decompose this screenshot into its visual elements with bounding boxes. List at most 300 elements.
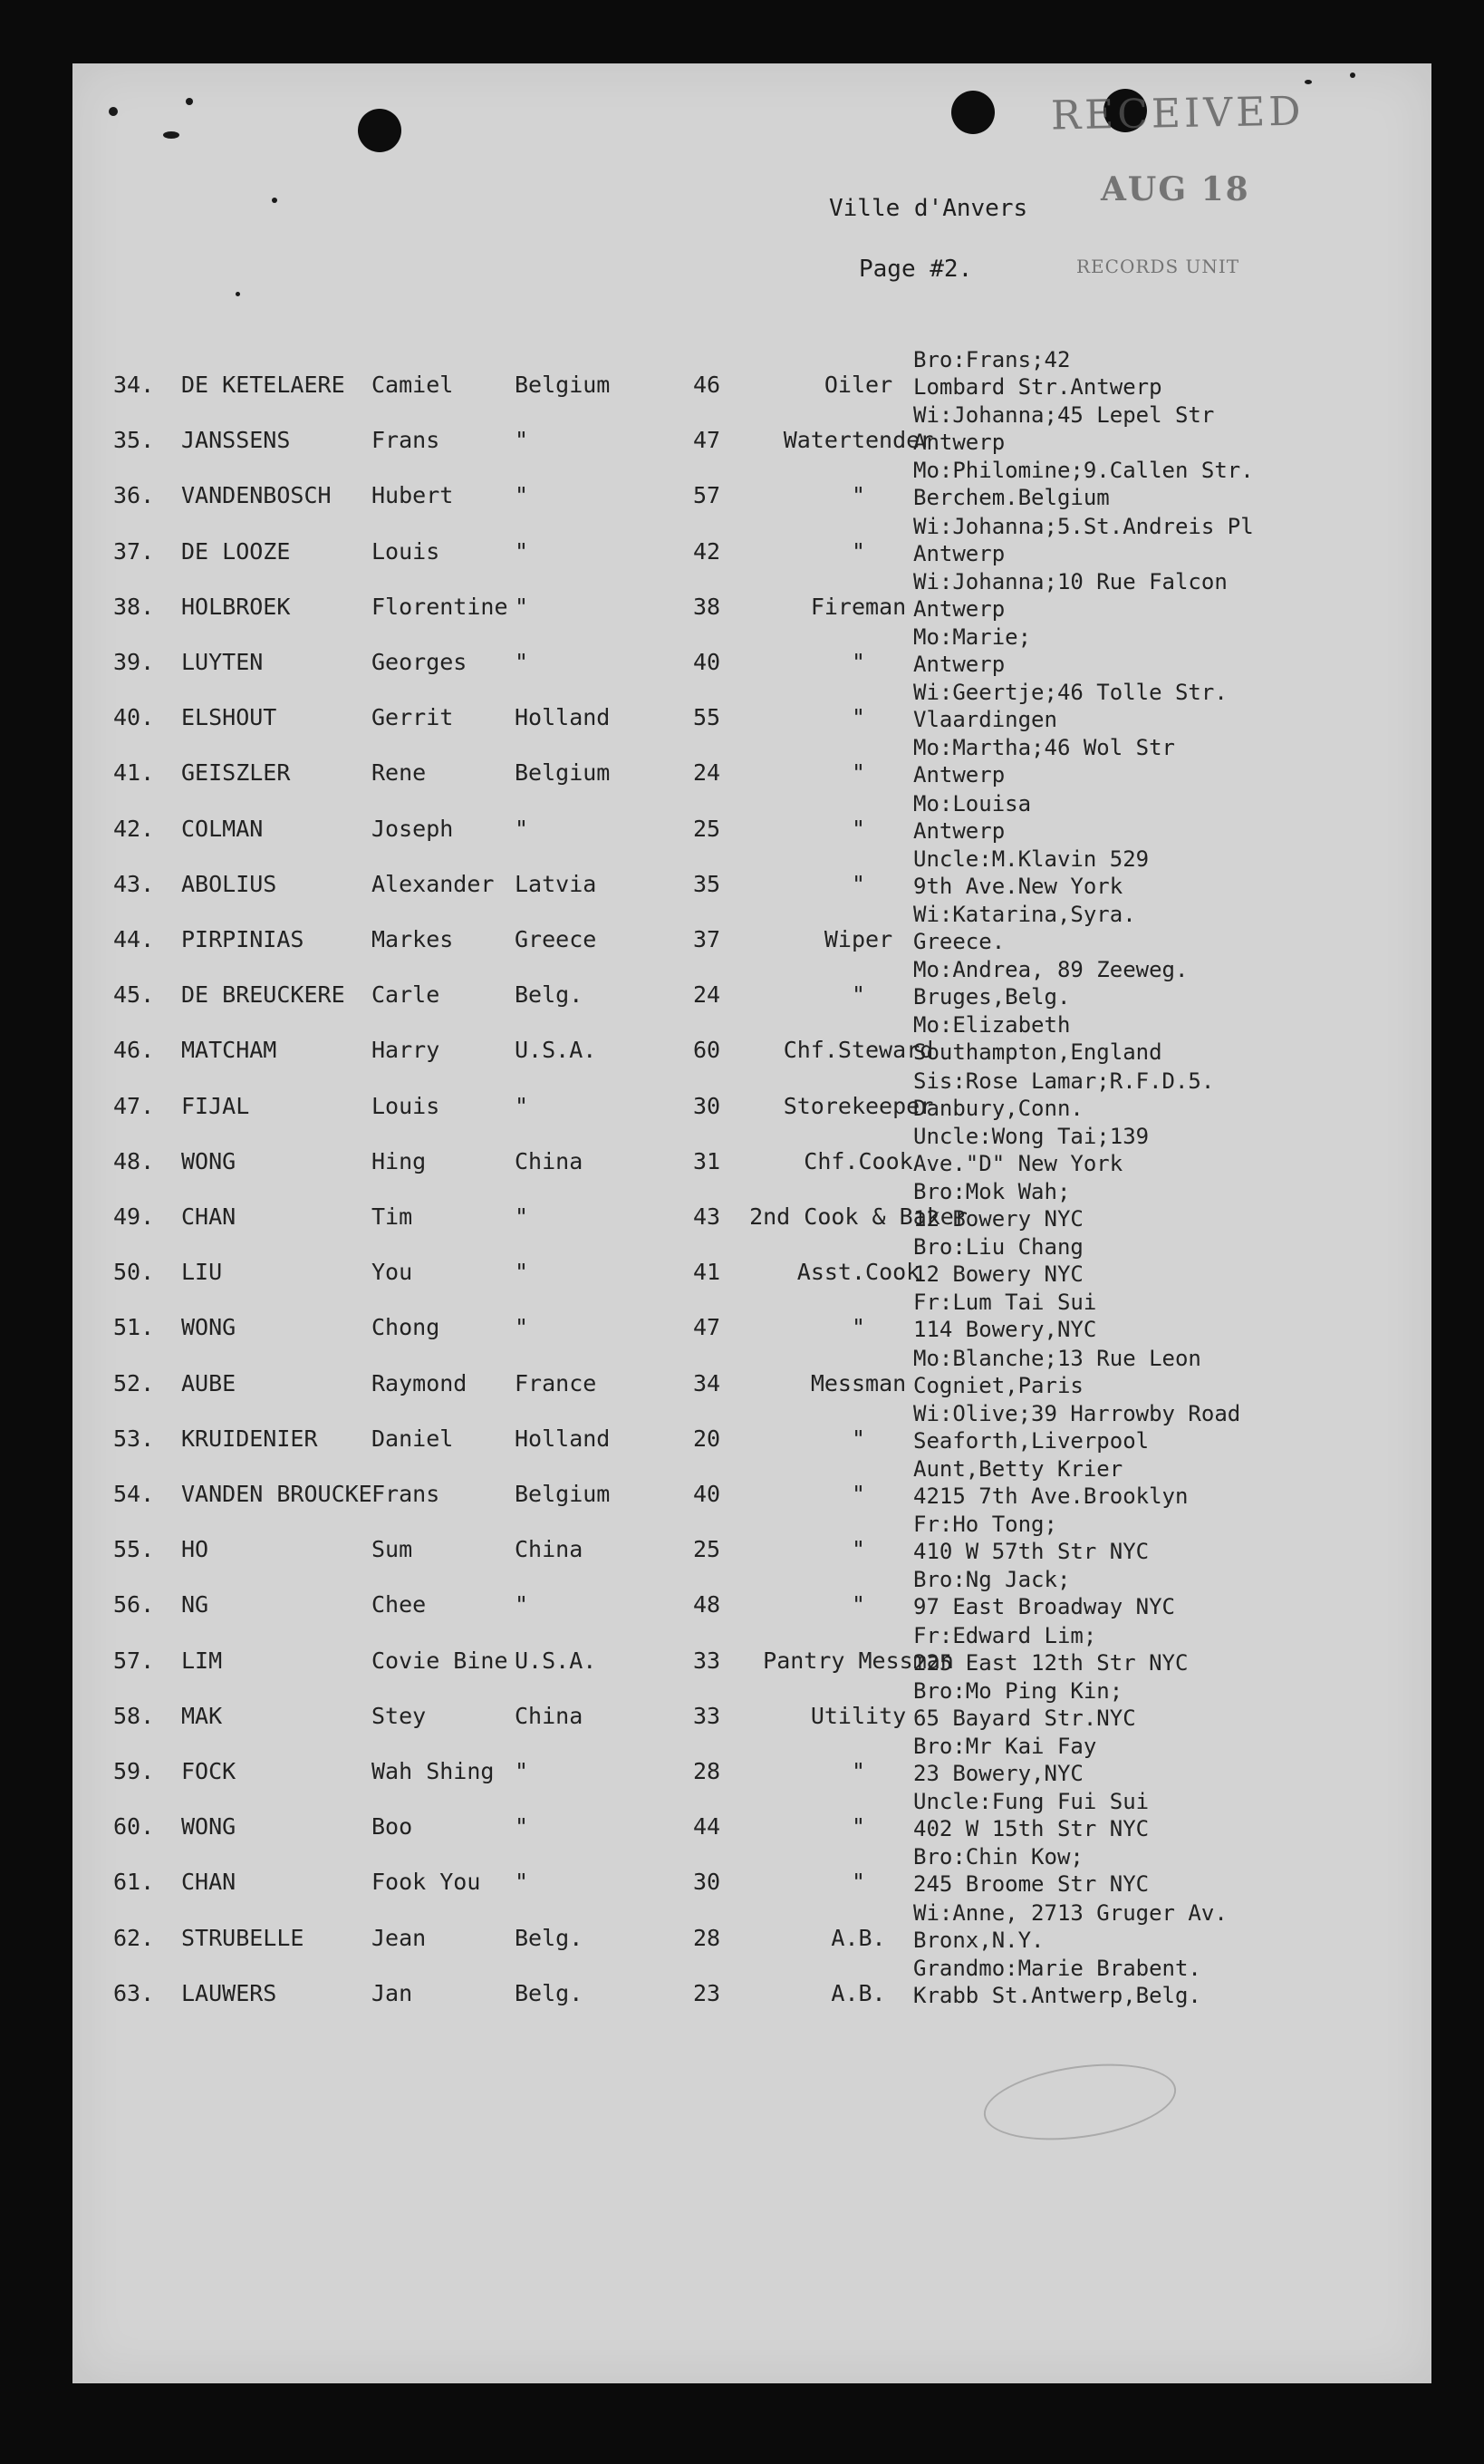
relative-address	[913, 1455, 1188, 1510]
relative-line-2: Southampton,England	[913, 1039, 1162, 1066]
nationality: "	[515, 427, 529, 454]
row-number: 48.	[113, 1147, 155, 1174]
relative-line-2: 402 W 15th Str NYC	[913, 1816, 1150, 1842]
relative-line-1: Wi:Katarina,Syra.	[913, 902, 1136, 927]
relative-line-2: 410 W 57th Str NYC	[913, 1539, 1150, 1565]
nationality: Belg.	[515, 981, 583, 1009]
relative-address	[913, 1955, 1201, 2009]
relative-line-1: Sis:Rose Lamar;R.F.D.5.	[913, 1068, 1215, 1094]
given-name: Georges	[371, 649, 467, 675]
given-name: Gerrit	[371, 704, 454, 731]
table-row	[0, 1734, 1484, 1814]
rating: Asst.Cook	[796, 1259, 920, 1286]
relative-line-2: 12 Bowery NYC	[913, 1206, 1084, 1232]
age: 47	[692, 1314, 721, 1341]
row-number: 36.	[113, 482, 155, 509]
rating: "	[851, 704, 866, 731]
given-name: You	[371, 1259, 413, 1286]
relative-line-1: Uncle:Fung Fui Sui	[913, 1789, 1150, 1815]
rating: Wiper	[824, 926, 893, 952]
age: 37	[692, 926, 721, 952]
relative-line-1: Grandmo:Marie Brabent.	[913, 1955, 1201, 1981]
relative-line-1: Bro:Chin Kow;	[913, 1844, 1084, 1870]
nationality: "	[515, 1813, 529, 1841]
relative-address	[913, 1345, 1201, 1399]
relative-address	[913, 1178, 1084, 1232]
nationality: U.S.A.	[515, 1037, 597, 1064]
rating: A.B.	[831, 1979, 886, 2006]
row-number: 49.	[113, 1203, 155, 1230]
rating: "	[851, 1425, 866, 1452]
row-number: 35.	[113, 427, 155, 454]
table-row	[0, 1290, 1484, 1370]
table-row	[0, 1512, 1484, 1592]
relative-address	[913, 845, 1149, 900]
relative-address	[913, 401, 1214, 456]
given-name: Joseph	[371, 815, 454, 842]
nationality: Belgium	[515, 1481, 611, 1507]
surname: ELSHOUT	[181, 704, 277, 731]
given-name: Carle	[371, 981, 440, 1009]
nationality: "	[515, 1758, 529, 1784]
rating: Watertender	[783, 427, 934, 454]
age: 60	[692, 1037, 721, 1064]
rating: "	[851, 815, 866, 842]
given-name: Harry	[371, 1037, 440, 1064]
age: 25	[692, 1536, 721, 1563]
given-name: Alexander	[371, 870, 495, 897]
relative-line-1: Mo:Elizabeth	[913, 1012, 1071, 1039]
nationality: Holland	[515, 1425, 611, 1452]
age: 24	[692, 981, 721, 1009]
surname: COLMAN	[181, 815, 264, 842]
age: 30	[692, 1869, 721, 1896]
given-name: Tim	[371, 1203, 413, 1230]
given-name: Frans	[371, 1481, 440, 1507]
surname: WONG	[181, 1813, 236, 1841]
age: 33	[692, 1702, 721, 1729]
table-row	[0, 680, 1484, 760]
relative-line-2: Seaforth,Liverpool	[913, 1427, 1150, 1454]
age: 28	[692, 1924, 721, 1951]
age: 44	[692, 1813, 721, 1841]
surname: WONG	[181, 1314, 236, 1341]
table-row	[0, 624, 1484, 705]
relative-line-2: 12 Bowery NYC	[913, 1261, 1084, 1288]
relative-address	[913, 1843, 1149, 1898]
given-name: Hing	[371, 1147, 427, 1174]
surname: NG	[181, 1591, 209, 1619]
nationality: U.S.A.	[515, 1647, 597, 1674]
relative-address	[913, 1123, 1149, 1177]
given-name: Florentine	[371, 593, 508, 620]
surname: JANSSENS	[181, 427, 291, 454]
relative-line-1: Fr:Lum Tai Sui	[913, 1290, 1097, 1316]
relative-line-1: Wi:Olive;39 Harrowby Road	[913, 1400, 1241, 1426]
relative-line-1: Bro:Mo Ping Kin;	[913, 1677, 1123, 1704]
relative-line-2: Bruges,Belg.	[913, 984, 1071, 1010]
relative-address	[913, 1511, 1149, 1565]
rating: "	[851, 1314, 866, 1341]
age: 35	[692, 870, 721, 897]
table-row	[0, 1179, 1484, 1260]
row-number: 51.	[113, 1314, 155, 1341]
row-number: 39.	[113, 649, 155, 675]
rating: "	[851, 649, 866, 675]
nationality: "	[515, 537, 529, 565]
rating: Oiler	[824, 372, 893, 398]
nationality: China	[515, 1702, 583, 1729]
table-row	[0, 1123, 1484, 1204]
rating: "	[851, 1813, 866, 1841]
given-name: Jean	[371, 1924, 427, 1951]
relative-line-2: Krabb St.Antwerp,Belg.	[913, 1982, 1201, 2008]
table-row	[0, 1899, 1484, 1981]
nationality: "	[515, 1203, 529, 1230]
relative-line-2: Cogniet,Paris	[913, 1372, 1084, 1398]
row-number: 59.	[113, 1758, 155, 1784]
row-number: 62.	[113, 1924, 155, 1951]
relative-line-2: Greece.	[913, 929, 1006, 954]
surname: FIJAL	[181, 1092, 250, 1119]
relative-line-2: 4215 7th Ave.Brooklyn	[913, 1483, 1189, 1509]
nationality: Belg.	[515, 1924, 583, 1951]
nationality: Greece	[515, 926, 597, 952]
rating: "	[851, 1536, 866, 1563]
relative-line-2: 9th Ave.New York	[913, 873, 1123, 899]
surname: DE LOOZE	[181, 537, 291, 565]
surname: MAK	[181, 1702, 223, 1729]
relative-address	[913, 1400, 1240, 1454]
given-name: Hubert	[371, 482, 454, 509]
relative-line-2: 23 Bowery,NYC	[913, 1761, 1084, 1786]
received-stamp-date: AUG 18	[1101, 170, 1250, 208]
age: 46	[692, 372, 721, 398]
row-number: 47.	[113, 1092, 155, 1119]
table-row	[0, 957, 1484, 1038]
rating: Pantry Messman	[763, 1647, 954, 1674]
given-name: Louis	[371, 1092, 440, 1119]
relative-address	[913, 1011, 1162, 1066]
rating: 2nd Cook & Baker	[749, 1203, 968, 1230]
rating: Storekeeper	[783, 1092, 934, 1119]
surname: LIM	[181, 1647, 223, 1674]
given-name: Rene	[371, 759, 427, 787]
rating: "	[851, 1481, 866, 1507]
table-row	[0, 458, 1484, 538]
relative-line-1: Mo:Marie;	[913, 624, 1032, 650]
nationality: China	[515, 1147, 583, 1174]
relative-line-1: Wi:Johanna;10 Rue Falcon	[913, 568, 1228, 594]
surname: KRUIDENIER	[181, 1425, 318, 1452]
relative-line-1: Bro:Ng Jack;	[913, 1567, 1071, 1593]
relative-line-2: Antwerp	[913, 595, 1006, 622]
relative-line-2: Antwerp	[913, 652, 1006, 677]
relative-address	[913, 1622, 1188, 1676]
row-number: 53.	[113, 1425, 155, 1452]
given-name: Sum	[371, 1536, 413, 1563]
row-number: 43.	[113, 870, 155, 897]
relative-address	[913, 346, 1162, 401]
row-number: 40.	[113, 704, 155, 731]
relative-address	[913, 1233, 1084, 1288]
relative-address	[913, 1068, 1214, 1122]
rating: Utility	[810, 1702, 907, 1729]
rating: "	[851, 482, 866, 509]
records-unit-stamp: RECORDS UNIT	[1076, 256, 1240, 277]
age: 24	[692, 759, 721, 787]
row-number: 60.	[113, 1813, 155, 1841]
age: 20	[692, 1425, 721, 1452]
surname: VANDEN BROUCKE	[181, 1481, 372, 1507]
table-row	[0, 902, 1484, 982]
relative-line-1: Aunt,Betty Krier	[913, 1456, 1123, 1482]
row-number: 46.	[113, 1037, 155, 1064]
relative-address	[913, 457, 1254, 511]
surname: HOLBROEK	[181, 593, 291, 620]
surname: LUYTEN	[181, 649, 264, 675]
table-row	[0, 1400, 1484, 1482]
row-number: 61.	[113, 1869, 155, 1896]
rating: Chf.Steward	[783, 1037, 934, 1064]
surname: DE BREUCKERE	[181, 981, 345, 1009]
surname: CHAN	[181, 1869, 236, 1896]
relative-address	[913, 1289, 1096, 1343]
given-name: Raymond	[371, 1369, 467, 1396]
relative-line-2: 114 Bowery,NYC	[913, 1317, 1097, 1343]
given-name: Daniel	[371, 1425, 454, 1452]
table-row	[0, 1068, 1484, 1149]
nationality: "	[515, 1314, 529, 1341]
rating: "	[851, 981, 866, 1009]
relative-line-2: 245 Broome Str NYC	[913, 1871, 1150, 1898]
age: 23	[692, 1979, 721, 2006]
row-number: 50.	[113, 1259, 155, 1286]
age: 55	[692, 704, 721, 731]
row-number: 63.	[113, 1979, 155, 2006]
surname: ABOLIUS	[181, 870, 277, 897]
row-number: 41.	[113, 759, 155, 787]
ship-name: Ville d'Anvers	[829, 195, 1028, 222]
nationality: Latvia	[515, 870, 597, 897]
row-number: 54.	[113, 1481, 155, 1507]
table-row	[0, 1789, 1484, 1870]
relative-address	[913, 568, 1228, 623]
row-number: 55.	[113, 1536, 155, 1563]
relative-line-1: Wi:Johanna;45 Lepel Str	[913, 402, 1215, 429]
relative-line-2: 97 East Broadway NYC	[913, 1594, 1175, 1620]
table-row	[0, 402, 1484, 483]
nationality: Holland	[515, 704, 611, 731]
rating: A.B.	[831, 1924, 886, 1951]
relative-address	[913, 956, 1188, 1010]
relative-line-2: Berchem.Belgium	[913, 485, 1110, 511]
row-number: 38.	[113, 593, 155, 620]
age: 31	[692, 1147, 721, 1174]
table-row	[0, 347, 1484, 428]
relative-line-1: Bro:Mok Wah;	[913, 1179, 1071, 1204]
surname: PIRPINIAS	[181, 926, 304, 952]
surname: STRUBELLE	[181, 1924, 304, 1951]
age: 25	[692, 815, 721, 842]
rating: "	[851, 537, 866, 565]
relative-address	[913, 1733, 1096, 1787]
rating: "	[851, 870, 866, 897]
surname: HO	[181, 1536, 209, 1563]
relative-line-2: Ave."D" New York	[913, 1150, 1123, 1176]
table-row	[0, 568, 1484, 650]
relative-line-1: Bro:Frans;42	[913, 347, 1071, 372]
age: 57	[692, 482, 721, 509]
relative-address	[913, 623, 1031, 678]
relative-line-1: Mo:Andrea, 89 Zeeweg.	[913, 957, 1189, 983]
table-row	[0, 513, 1484, 594]
row-number: 44.	[113, 926, 155, 952]
age: 48	[692, 1591, 721, 1619]
relative-line-1: Wi:Johanna;5.St.Andreis Pl	[913, 513, 1254, 539]
relative-line-2: Bronx,N.Y.	[913, 1927, 1045, 1953]
relative-address	[913, 1788, 1149, 1842]
relative-line-2: 65 Bayard Str.NYC	[913, 1705, 1136, 1731]
rating: "	[851, 1591, 866, 1619]
given-name: Fook You	[371, 1869, 481, 1896]
given-name: Jan	[371, 1979, 413, 2006]
table-row	[0, 1456, 1484, 1537]
relative-line-2: Danbury,Conn.	[913, 1095, 1084, 1121]
relative-address	[913, 1899, 1228, 1954]
table-row	[0, 845, 1484, 927]
relative-line-2: Antwerp	[913, 430, 1006, 456]
table-row	[0, 1012, 1484, 1093]
given-name: Markes	[371, 926, 454, 952]
age: 40	[692, 649, 721, 675]
row-number: 45.	[113, 981, 155, 1009]
age: 40	[692, 1481, 721, 1507]
table-row	[0, 1955, 1484, 2036]
age: 47	[692, 427, 721, 454]
table-row	[0, 1677, 1484, 1759]
relative-address	[913, 1677, 1136, 1732]
nationality: "	[515, 593, 529, 620]
nationality: Belgium	[515, 372, 611, 398]
row-number: 42.	[113, 815, 155, 842]
rating: Messman	[810, 1369, 907, 1396]
surname: AUBE	[181, 1369, 236, 1396]
nationality: "	[515, 1591, 529, 1619]
relative-line-1: Wi:Geertje;46 Tolle Str.	[913, 680, 1228, 706]
given-name: Wah Shing	[371, 1758, 495, 1784]
relative-address	[913, 1566, 1175, 1620]
age: 38	[692, 593, 721, 620]
surname: WONG	[181, 1147, 236, 1174]
given-name: Louis	[371, 537, 440, 565]
relative-line-1: Uncle:M.Klavin 529	[913, 845, 1150, 872]
given-name: Covie Bine	[371, 1647, 508, 1674]
nationality: "	[515, 1869, 529, 1896]
relative-address	[913, 679, 1228, 733]
relative-line-2: Lombard Str.Antwerp	[913, 374, 1162, 400]
age: 34	[692, 1369, 721, 1396]
given-name: Camiel	[371, 372, 454, 398]
surname: CHAN	[181, 1203, 236, 1230]
nationality: "	[515, 1092, 529, 1119]
given-name: Boo	[371, 1813, 413, 1841]
received-stamp: RECEIVED	[1050, 88, 1306, 140]
given-name: Chong	[371, 1314, 440, 1341]
nationality: Belg.	[515, 1979, 583, 2006]
relative-line-1: Fr:Edward Lim;	[913, 1622, 1097, 1648]
surname: MATCHAM	[181, 1037, 277, 1064]
row-number: 34.	[113, 372, 155, 398]
nationality: "	[515, 482, 529, 509]
surname: LAUWERS	[181, 1979, 277, 2006]
surname: FOCK	[181, 1758, 236, 1784]
relative-line-1: Mo:Philomine;9.Callen Str.	[913, 458, 1254, 484]
surname: GEISZLER	[181, 759, 291, 787]
nationality: "	[515, 1259, 529, 1286]
nationality: "	[515, 815, 529, 842]
given-name: Chee	[371, 1591, 427, 1619]
surname: DE KETELAERE	[181, 372, 345, 398]
relative-line-2: Antwerp	[913, 762, 1006, 788]
page-number: Page #2.	[859, 256, 973, 283]
age: 41	[692, 1259, 721, 1286]
relative-address	[913, 901, 1136, 955]
table-row	[0, 790, 1484, 872]
relative-line-1: Fr:Ho Tong;	[913, 1512, 1057, 1538]
age: 43	[692, 1203, 721, 1230]
surname: LIU	[181, 1259, 223, 1286]
age: 28	[692, 1758, 721, 1784]
age: 33	[692, 1647, 721, 1674]
given-name: Frans	[371, 427, 440, 454]
surname: VANDENBOSCH	[181, 482, 332, 509]
nationality: France	[515, 1369, 597, 1396]
relative-line-2: Vlaardingen	[913, 707, 1057, 733]
rating: Fireman	[810, 593, 907, 620]
relative-line-1: Bro:Mr Kai Fay	[913, 1734, 1097, 1759]
relative-line-2: 225 East 12th Str NYC	[913, 1649, 1189, 1676]
relative-line-1: Bro:Liu Chang	[913, 1234, 1084, 1261]
row-number: 37.	[113, 537, 155, 565]
row-number: 57.	[113, 1647, 155, 1674]
table-row	[0, 1567, 1484, 1647]
nationality: Belgium	[515, 759, 611, 787]
table-row	[0, 735, 1484, 816]
relative-line-1: Mo:Martha;46 Wol Str	[913, 735, 1175, 761]
table-row	[0, 1234, 1484, 1315]
age: 30	[692, 1092, 721, 1119]
relative-line-1: Uncle:Wong Tai;139	[913, 1123, 1150, 1149]
given-name: Stey	[371, 1702, 427, 1729]
rating: "	[851, 1869, 866, 1896]
nationality: "	[515, 649, 529, 675]
relative-line-1: Mo:Blanche;13 Rue Leon	[913, 1345, 1201, 1371]
row-number: 58.	[113, 1702, 155, 1729]
row-number: 56.	[113, 1591, 155, 1619]
table-row	[0, 1345, 1484, 1426]
rating: "	[851, 759, 866, 787]
nationality: China	[515, 1536, 583, 1563]
relative-address	[913, 790, 1031, 845]
table-row	[0, 1844, 1484, 1925]
relative-line-2: Antwerp	[913, 540, 1006, 566]
relative-address	[913, 513, 1254, 567]
relative-line-1: Mo:Louisa	[913, 790, 1032, 817]
relative-line-1: Wi:Anne, 2713 Gruger Av.	[913, 1899, 1228, 1926]
table-row	[0, 1622, 1484, 1704]
rating: "	[851, 1758, 866, 1784]
